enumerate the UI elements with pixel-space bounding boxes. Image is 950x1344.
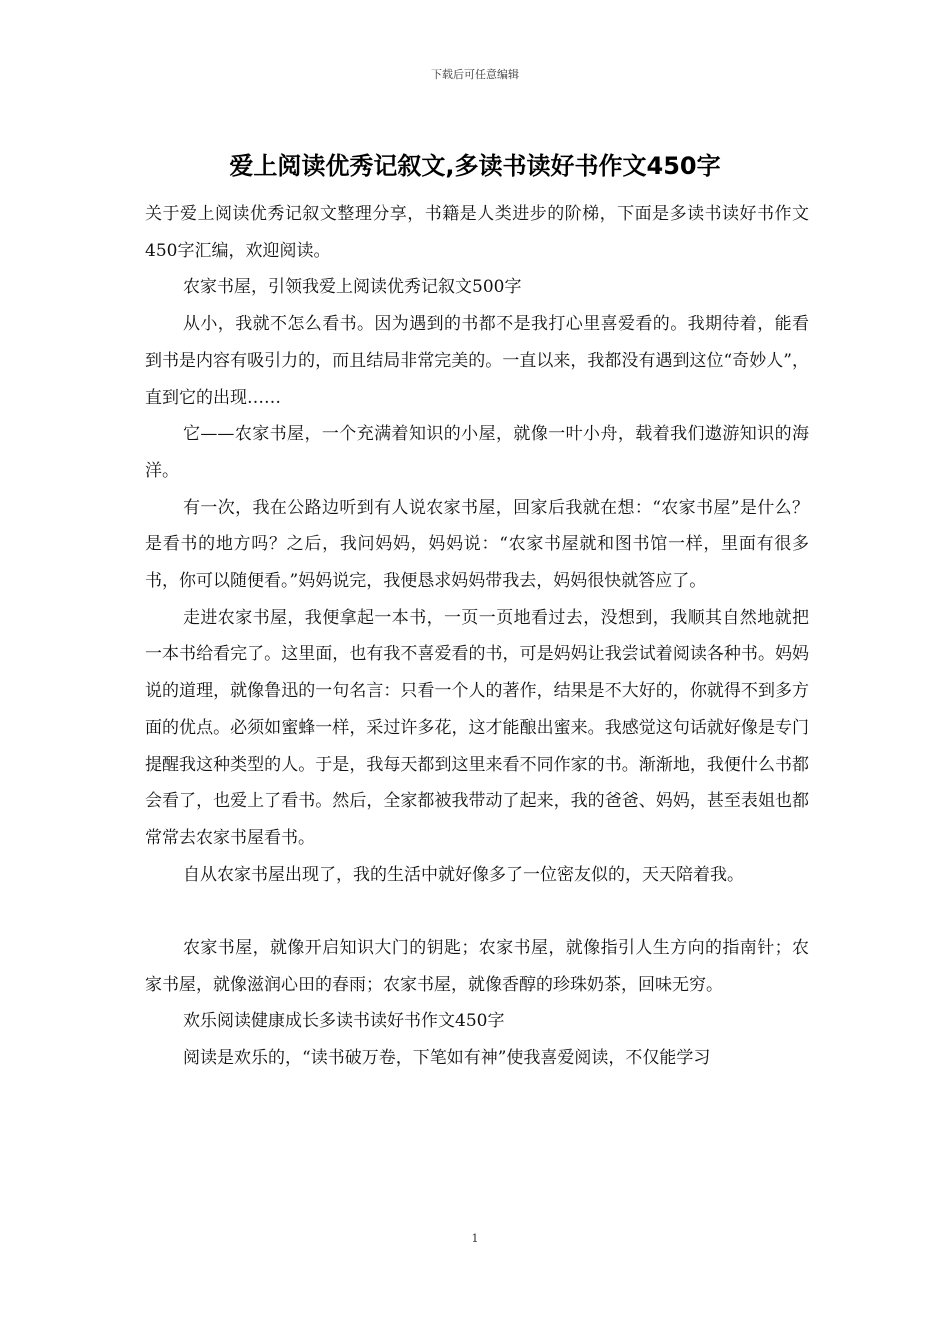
document-body bbox=[145, 196, 809, 1077]
section-heading-2: 欢乐阅读健康成长多读书读好书作文450字 bbox=[183, 1011, 505, 1032]
body-paragraph: 农家书屋，就像开启知识大门的钥匙；农家书屋，就像指引人生方向的指南针；农家书屋，就像滋润心田的春雨；农家书屋，就像香醇的珍珠奶茶，回味无穷。 bbox=[145, 938, 809, 995]
page-number: 1 bbox=[471, 1232, 479, 1245]
body-paragraph: 从小，我就不怎么看书。因为遇到的书都不是我打心里喜爱看的。我期待着，能看到书是内容有吸引力的，而且结局非常完美的。一直以来，我都没有遇到这位“奇妙人”，直到它的出现…… bbox=[145, 314, 809, 408]
intro-paragraph: 关于爱上阅读优秀记叙文整理分享，书籍是人类进步的阶梯，下面是多读书读好书作文450字汇编，欢迎阅读。 bbox=[145, 204, 809, 261]
blank-line bbox=[145, 893, 809, 930]
body-paragraph: 自从农家书屋出现了，我的生活中就好像多了一位密友似的，天天陪着我。 bbox=[183, 864, 744, 885]
body-paragraph: 阅读是欢乐的，“读书破万卷，下笔如有神”使我喜爱阅读，不仅能学习 bbox=[183, 1048, 711, 1069]
body-paragraph: 走进农家书屋，我便拿起一本书，一页一页地看过去，没想到，我顺其自然地就把一本书给看完了。这里面，也有我不喜爱看的书，可是妈妈让我尝试着阅读各种书。妈妈说的道理，就像鲁迅的一句名言：只看一个人的著作，结果是不大好的，你就得不到多方面的优点。必须如蜜蜂一样，采过许多花，这才能酿出蜜来。我感觉这句话就好像是专门提醒我这种类型的人。于是，我每天都到这里来看不同作家的书。渐渐地，我便什么书都会看了，也爱上了看书。然后，全家都被我带动了起来，我的爸爸、妈妈，甚至表姐也都常常去农家书屋看书。 bbox=[145, 607, 809, 848]
body-paragraph: 有一次，我在公路边听到有人说农家书屋，回家后我就在想：“农家书屋”是什么？是看书的地方吗？之后，我问妈妈，妈妈说：“农家书屋就和图书馆一样，里面有很多书，你可以随便看。”妈妈说完，我便恳求妈妈带我去，妈妈很快就答应了。 bbox=[145, 497, 809, 592]
body-paragraph: 它——农家书屋，一个充满着知识的小屋，就像一叶小舟，载着我们遨游知识的海洋。 bbox=[145, 424, 809, 481]
header-note: 下载后可任意编辑 bbox=[431, 68, 519, 81]
document-title: 爱上阅读优秀记叙文,多读书读好书作文450字 bbox=[229, 152, 721, 180]
section-heading-1: 农家书屋，引领我爱上阅读优秀记叙文500字 bbox=[183, 277, 522, 298]
